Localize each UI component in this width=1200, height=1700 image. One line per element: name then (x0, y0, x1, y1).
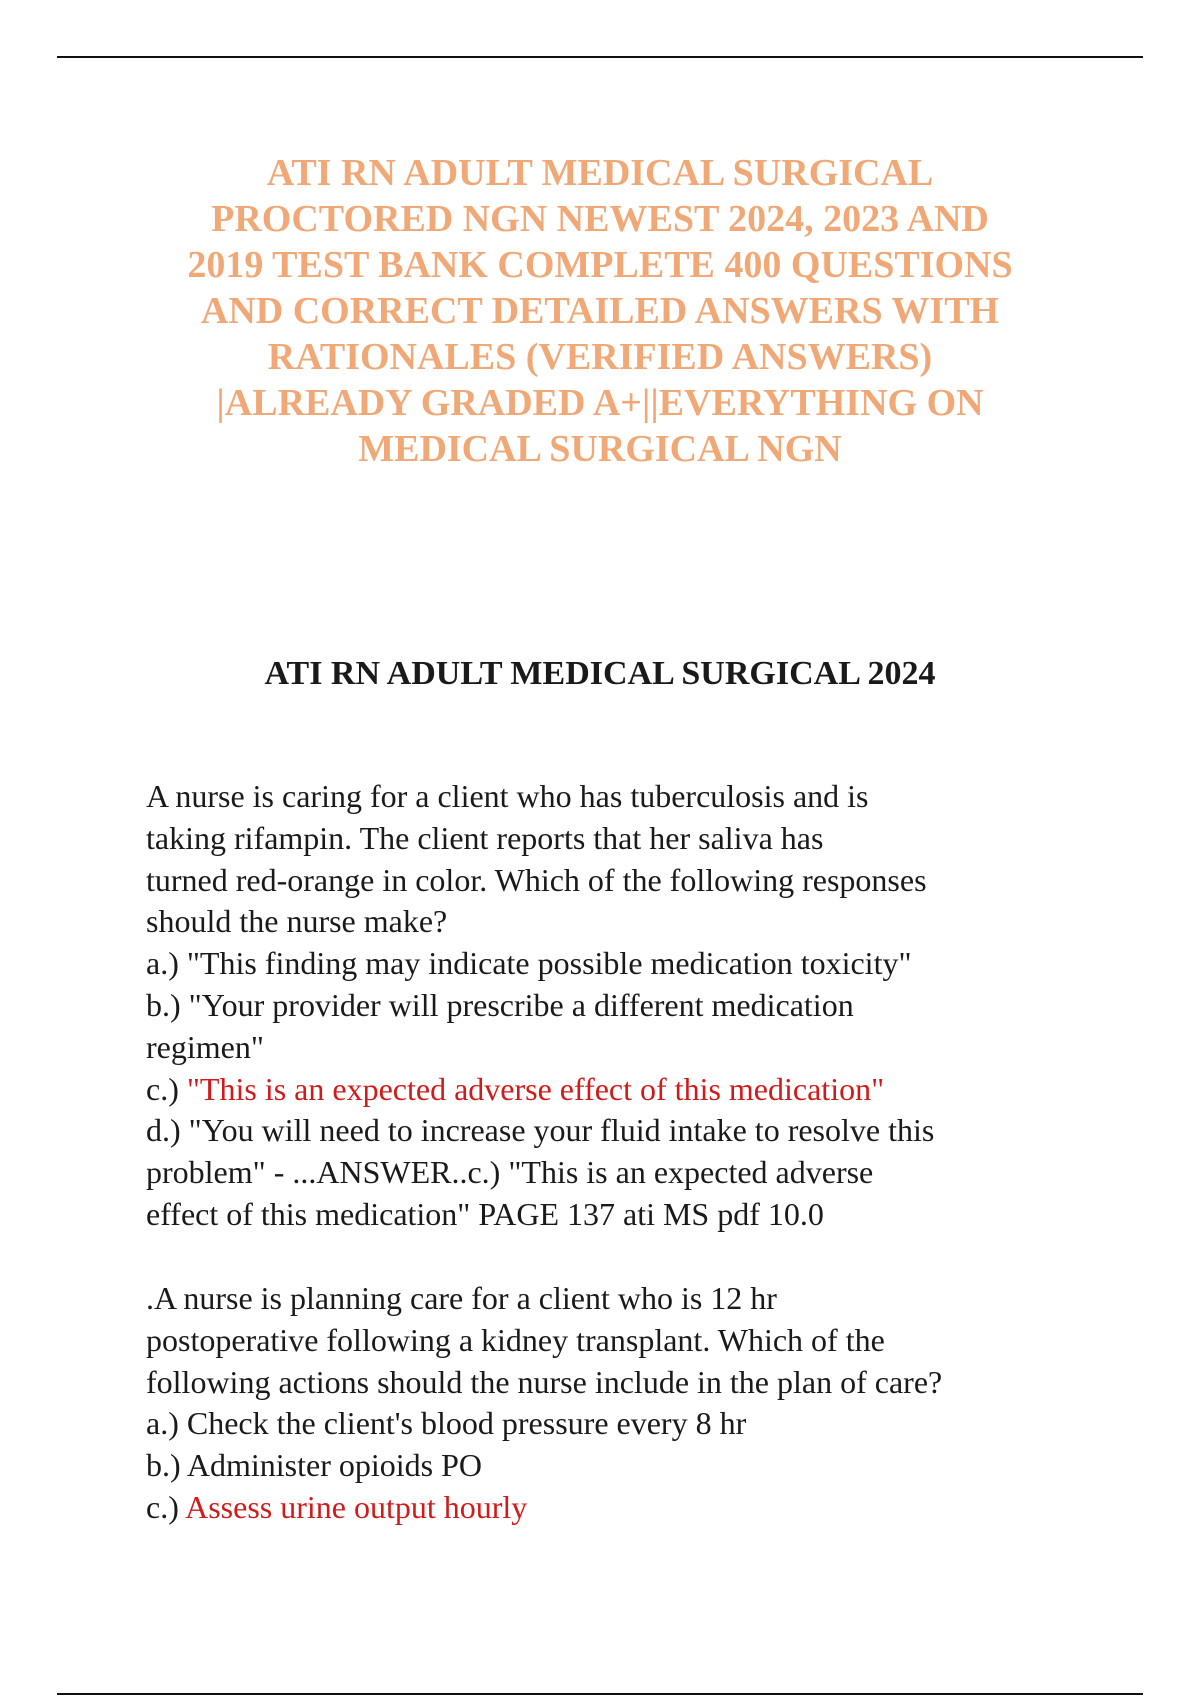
title-line: PROCTORED NGN NEWEST 2024, 2023 AND (211, 198, 989, 240)
option-b: b.) Administer opioids PO (146, 1447, 483, 1484)
document-title (130, 150, 1070, 472)
title-line: |ALREADY GRADED A+||EVERYTHING ON (216, 382, 984, 424)
question-stem-line: following actions should the nurse include in the plan of care? (146, 1363, 943, 1400)
option-a: a.) "This finding may indicate possible medication toxicity" (146, 945, 912, 982)
option-c (146, 1487, 1106, 1529)
title-line: 2019 TEST BANK COMPLETE 400 QUESTIONS (187, 244, 1013, 286)
section-heading: ATI RN ADULT MEDICAL SURGICAL 2024 (264, 655, 936, 692)
option-c-prefix: c.) (146, 1070, 187, 1107)
title-line: AND CORRECT DETAILED ANSWERS WITH (200, 290, 1000, 332)
top-rule (57, 56, 1143, 58)
title-line: ATI RN ADULT MEDICAL SURGICAL (266, 152, 934, 194)
option-b-line: b.) "Your provider will prescribe a different medication (146, 986, 854, 1023)
question-1 (146, 776, 1106, 1236)
option-c-prefix: c.) (146, 1488, 186, 1525)
option-c (146, 1069, 1106, 1111)
option-d-line: effect of this medication" PAGE 137 ati MS pdf 10.0 (146, 1195, 824, 1232)
question-stem-line: postoperative following a kidney transplant. Which of the (146, 1321, 885, 1358)
question-stem-line: A nurse is caring for a client who has tuberculosis and is (146, 778, 869, 814)
option-d-line: d.) "You will need to increase your fluid intake to resolve this (146, 1112, 935, 1149)
question-stem-line: turned red-orange in color. Which of the following responses (146, 861, 927, 898)
option-d-line: problem" - ...ANSWER..c.) "This is an expected adverse (146, 1154, 874, 1191)
option-b-line: regimen" (146, 1028, 264, 1065)
question-stem-line: taking rifampin. The client reports that her saliva has (146, 819, 824, 856)
question-stem-line: should the nurse make? (146, 903, 448, 940)
question-2 (146, 1278, 1106, 1529)
option-a: a.) Check the client's blood pressure every 8 hr (146, 1405, 747, 1442)
question-stem-line: .A nurse is planning care for a client who is 12 hr (146, 1280, 777, 1316)
title-line: RATIONALES (VERIFIED ANSWERS) (267, 336, 933, 378)
title-line: MEDICAL SURGICAL NGN (358, 428, 842, 470)
bottom-rule (57, 1693, 1143, 1695)
correct-answer-text: "This is an expected adverse effect of this medication" (186, 1070, 885, 1107)
correct-answer-text: Assess urine output hourly (185, 1488, 528, 1525)
